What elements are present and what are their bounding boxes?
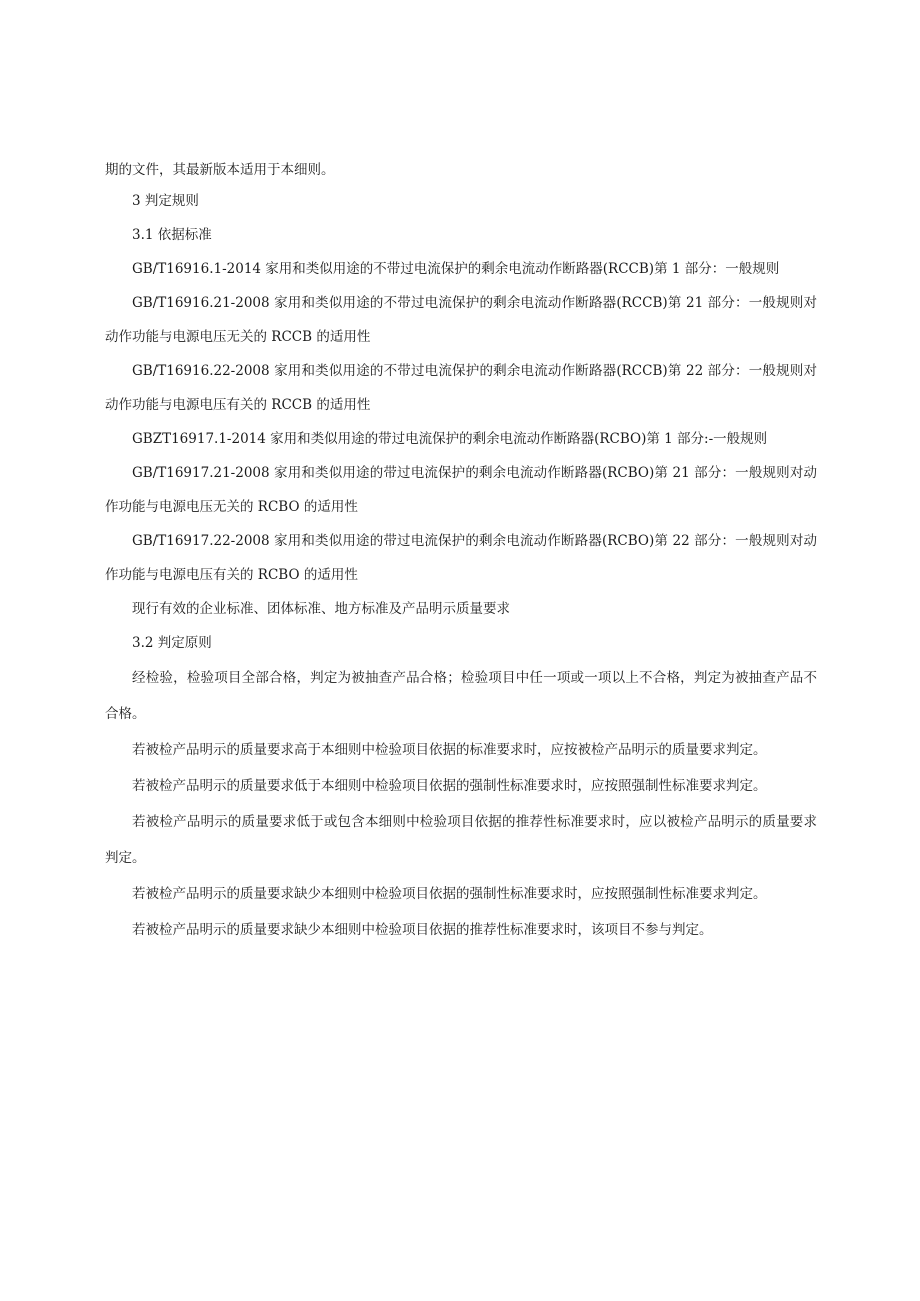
- standard-entry: GB/T16917.21-2008 家用和类似用途的带过电流保护的剩余电流动作断路器(RCBO)第 21 部分：一般规则对动作功能与电源电压无关的 RCBO 的适用性: [105, 465, 817, 515]
- subsection-heading-judgment-principles: 3.2 判定原则: [132, 635, 212, 651]
- principle-paragraph: 若被检产品明示的质量要求高于本细则中检验项目依据的标准要求时，应按被检产品明示的质量要求判定。: [132, 742, 767, 758]
- principle-paragraph: 经检验，检验项目全部合格，判定为被抽查产品合格；检验项目中任一项或一项以上不合格，判定为被抽查产品不合格。: [105, 670, 817, 722]
- standard-entry: GB/T16916.21-2008 家用和类似用途的不带过电流保护的剩余电流动作断路器(RCCB)第 21 部分：一般规则对动作功能与电源电压无关的 RCCB 的适用性: [105, 295, 817, 345]
- standard-entry: GBZT16917.1-2014 家用和类似用途的带过电流保护的剩余电流动作断路器(RCBO)第 1 部分:-一般规则: [132, 431, 768, 447]
- standard-entry: 现行有效的企业标准、团体标准、地方标准及产品明示质量要求: [132, 601, 510, 617]
- subsection-heading-basis-standards: 3.1 依据标准: [132, 227, 212, 243]
- section-heading-judgment-rules: 3 判定规则: [132, 193, 199, 209]
- paragraph-continuation: 期的文件，其最新版本适用于本细则。: [105, 162, 335, 178]
- principle-paragraph: 若被检产品明示的质量要求低于本细则中检验项目依据的强制性标准要求时，应按照强制性标准要求判定。: [132, 778, 767, 794]
- standard-entry: GB/T16916.1-2014 家用和类似用途的不带过电流保护的剩余电流动作断路器(RCCB)第 1 部分：一般规则: [132, 261, 780, 277]
- document-body: [105, 156, 817, 948]
- principle-paragraph: 若被检产品明示的质量要求缺少本细则中检验项目依据的推荐性标准要求时，该项目不参与判定。: [132, 922, 713, 938]
- standard-entry: GB/T16916.22-2008 家用和类似用途的不带过电流保护的剩余电流动作断路器(RCCB)第 22 部分：一般规则对动作功能与电源电压有关的 RCCB 的适用性: [105, 363, 817, 413]
- principle-paragraph: 若被检产品明示的质量要求低于或包含本细则中检验项目依据的推荐性标准要求时，应以被检产品明示的质量要求判定。: [105, 814, 817, 866]
- principle-paragraph: 若被检产品明示的质量要求缺少本细则中检验项目依据的强制性标准要求时，应按照强制性标准要求判定。: [132, 886, 767, 902]
- standard-entry: GB/T16917.22-2008 家用和类似用途的带过电流保护的剩余电流动作断路器(RCBO)第 22 部分：一般规则对动作功能与电源电压有关的 RCBO 的适用性: [105, 533, 817, 583]
